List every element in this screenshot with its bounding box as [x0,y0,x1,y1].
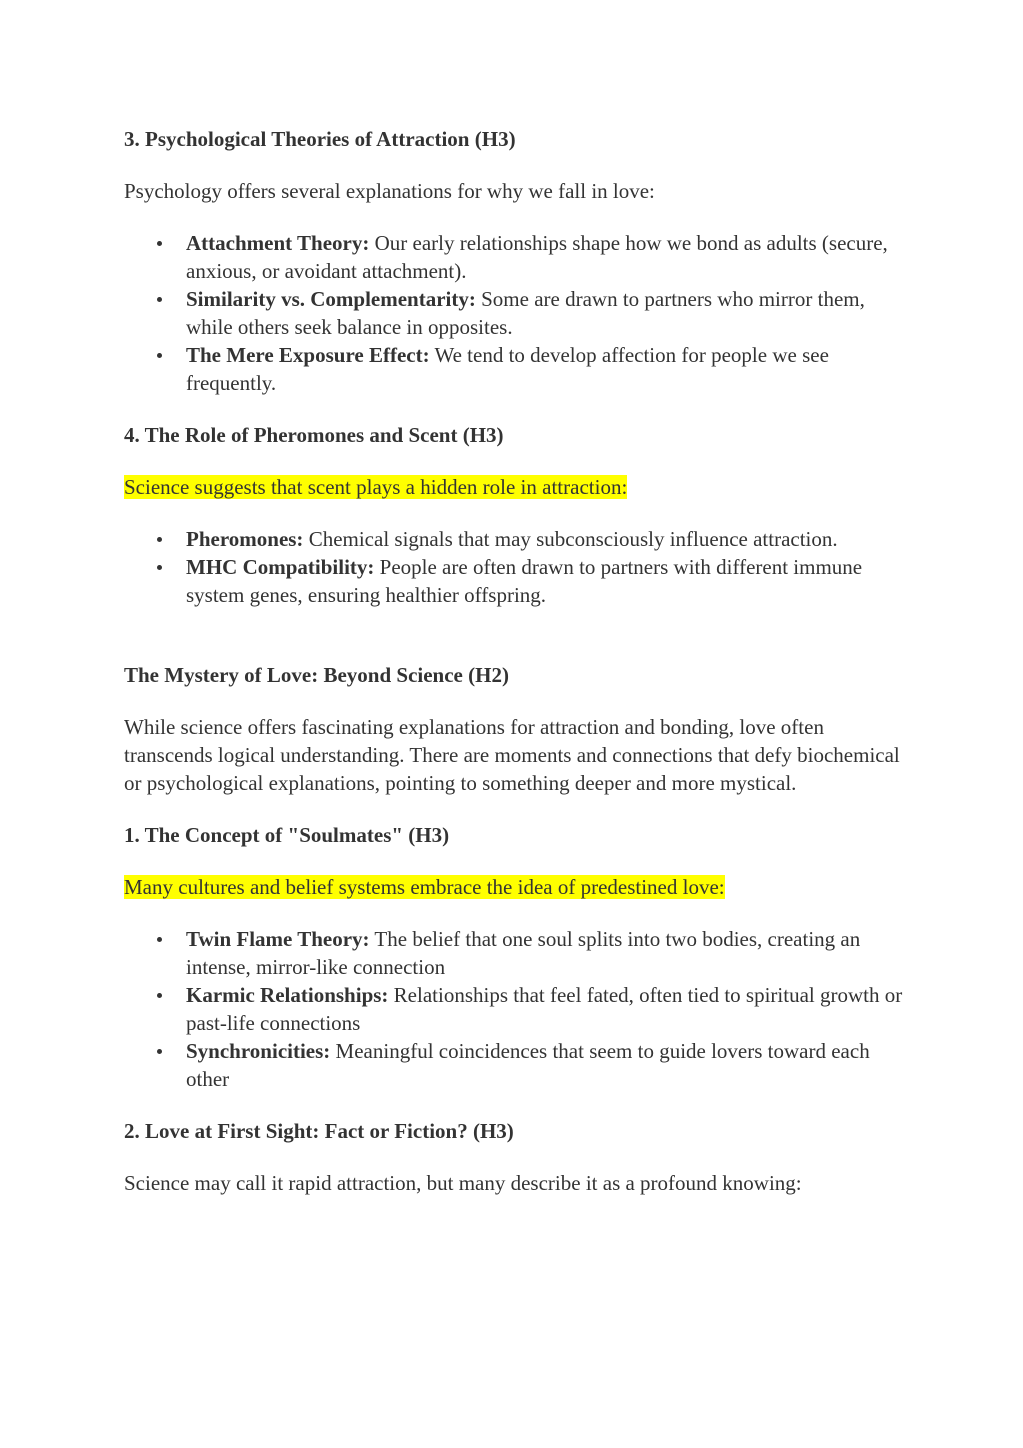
list-item-term: Pheromones: [186,527,304,551]
document-page [124,122,904,1197]
list-item-text: People are often drawn to partners with different immune system genes, ensuring healthier offspring. [186,555,863,607]
heading-soulmates: 1. The Concept of "Soulmates" (H3) [124,823,450,847]
list-item-term: Twin Flame Theory: [186,927,370,951]
heading-pheromones: 4. The Role of Pheromones and Scent (H3) [124,423,504,447]
list-item-term: Similarity vs. Complementarity: [186,287,476,311]
list-item [124,341,904,397]
list-item-text: Chemical signals that may subconsciously influence attraction. [303,527,838,551]
heading-psychological-theories: 3. Psychological Theories of Attraction (H3) [124,127,516,151]
theories-list [124,229,904,397]
highlighted-text: Science suggests that scent plays a hidden role in attraction: [124,475,628,499]
list-item-term: Synchronicities: [186,1039,331,1063]
list-item [124,1037,904,1093]
soulmates-list [124,925,904,1093]
list-item [124,285,904,341]
highlighted-text: Many cultures and belief systems embrace the idea of predestined love: [124,875,725,899]
list-item [124,981,904,1037]
intro-paragraph: Psychology offers several explanations for why we fall in love: [124,179,655,203]
list-item [124,925,904,981]
heading-love-at-first-sight: 2. Love at First Sight: Fact or Fiction? (H3) [124,1119,514,1143]
intro-paragraph [124,873,904,901]
list-item-term: Karmic Relationships: [186,983,389,1007]
list-item-text: Relationships that feel fated, often tied to spiritual growth or past-life connections [186,983,903,1035]
pheromones-list [124,525,904,609]
list-item [124,553,904,609]
intro-paragraph [124,473,904,501]
list-item-term: The Mere Exposure Effect: [186,343,430,367]
list-item [124,229,904,285]
list-item-text: We tend to develop affection for people we see frequently. [186,343,829,395]
list-item [124,525,904,553]
list-item-text: Meaningful coincidences that seem to guide lovers toward each other [186,1039,870,1091]
list-item-term: Attachment Theory: [186,231,370,255]
body-paragraph: While science offers fascinating explanations for attraction and bonding, love often transcends logical understanding. There are moments and connections that defy biochemical or psychological explanations, pointing to something deeper and more mystical. [124,715,900,795]
body-paragraph: Science may call it rapid attraction, but many describe it as a profound knowing: [124,1171,802,1195]
heading-mystery-of-love: The Mystery of Love: Beyond Science (H2) [124,663,509,687]
list-item-text: Our early relationships shape how we bond as adults (secure, anxious, or avoidant attachment). [186,231,888,283]
list-item-text: Some are drawn to partners who mirror them, while others seek balance in opposites. [186,287,865,339]
list-item-text: The belief that one soul splits into two bodies, creating an intense, mirror-like connection [186,927,861,979]
list-item-term: MHC Compatibility: [186,555,375,579]
